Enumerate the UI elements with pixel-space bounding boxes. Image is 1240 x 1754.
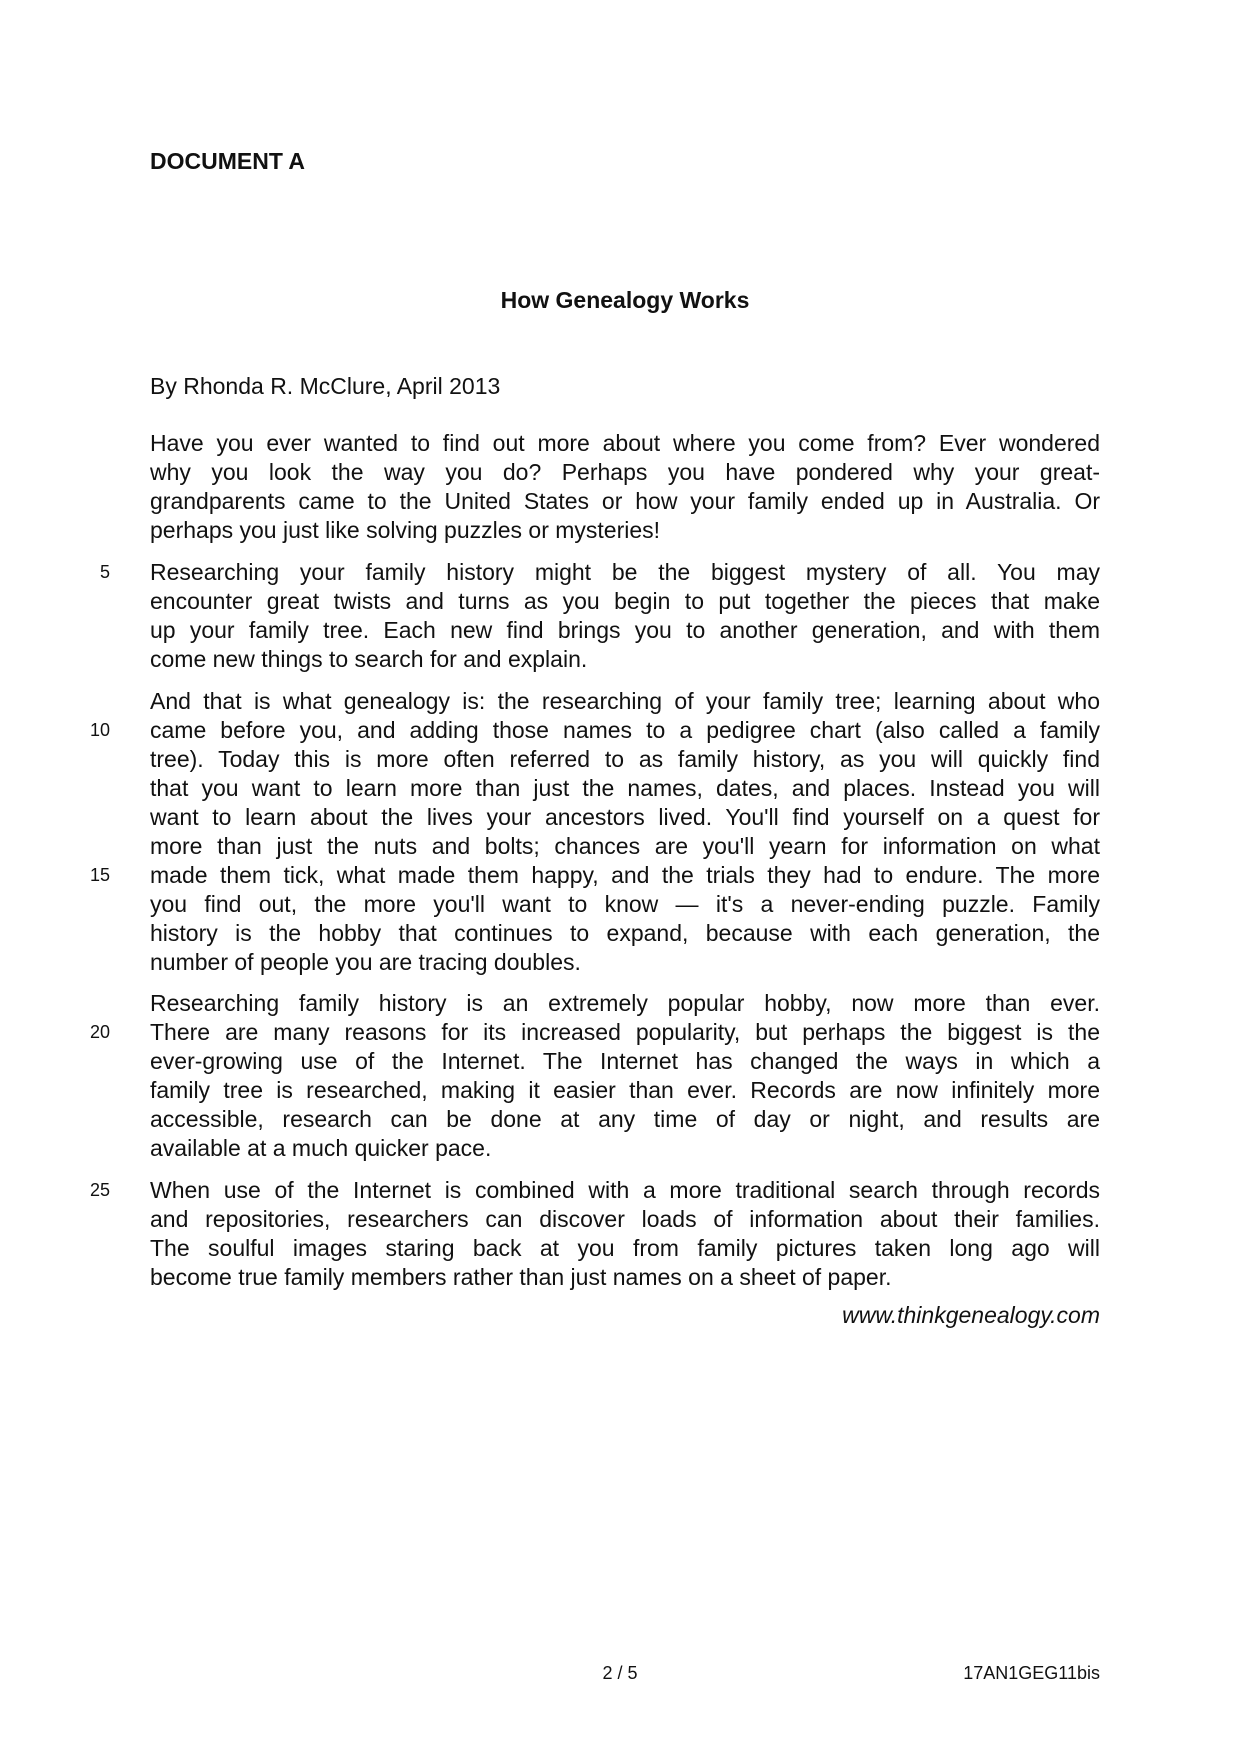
paragraph-4	[150, 989, 1100, 1163]
text-line: The soulful images staring back at you from family pictures taken long ago will	[150, 1235, 1100, 1261]
text-line: history is the hobby that continues to expand, because with each generation, the	[150, 920, 1100, 946]
text-line: perhaps you just like solving puzzles or mysteries!	[150, 517, 661, 543]
article-title: How Genealogy Works	[500, 287, 750, 313]
text-line: Have you ever wanted to find out more about where you come from? Ever wondered	[150, 430, 1100, 456]
text-line: Researching family history is an extremely popular hobby, now more than ever.	[150, 990, 1100, 1016]
text-line: When use of the Internet is combined with a more traditional search through records	[150, 1177, 1100, 1203]
text-line: There are many reasons for its increased popularity, but perhaps the biggest is the	[150, 1019, 1100, 1045]
page-number: 2 / 5	[602, 1663, 638, 1683]
text-line: and repositories, researchers can discover loads of information about their families.	[150, 1206, 1100, 1232]
text-line: more than just the nuts and bolts; chances are you'll yearn for information on what	[150, 833, 1100, 859]
text-line: made them tick, what made them happy, and the trials they had to endure. The more	[150, 862, 1100, 888]
text-line: encounter great twists and turns as you begin to put together the pieces that make	[150, 588, 1100, 614]
text-line: number of people you are tracing doubles.	[150, 949, 581, 975]
document-code: 17AN1GEG11bis	[963, 1663, 1100, 1683]
text-line: family tree is researched, making it easier than ever. Records are now infinitely more	[150, 1077, 1100, 1103]
paragraph-5	[150, 1176, 1100, 1292]
text-line: want to learn about the lives your ancestors lived. You'll find yourself on a quest for	[150, 804, 1100, 830]
paragraph-3	[150, 687, 1100, 977]
text-line: become true family members rather than just names on a sheet of paper.	[150, 1264, 892, 1290]
text-line: came before you, and adding those names to a pedigree chart (also called a family	[150, 717, 1100, 743]
paragraph-1	[150, 429, 1100, 545]
text-line: grandparents came to the United States or how your family ended up in Australia. Or	[150, 488, 1100, 514]
line-number-10: 10	[89, 720, 110, 740]
text-line: you find out, the more you'll want to know — it's a never-ending puzzle. Family	[150, 891, 1100, 917]
text-line: tree). Today this is more often referred to as family history, as you will quickly find	[150, 746, 1100, 772]
text-line: ever-growing use of the Internet. The Internet has changed the ways in which a	[150, 1048, 1100, 1074]
text-line: up your family tree. Each new find brings you to another generation, and with them	[150, 617, 1100, 643]
text-line: that you want to learn more than just the names, dates, and places. Instead you will	[150, 775, 1100, 801]
text-line: Researching your family history might be the biggest mystery of all. You may	[150, 559, 1100, 585]
text-line: accessible, research can be done at any time of day or night, and results are	[150, 1106, 1100, 1132]
text-line: And that is what genealogy is: the researching of your family tree; learning about who	[150, 688, 1100, 714]
text-line: available at a much quicker pace.	[150, 1135, 492, 1161]
source-citation: www.thinkgenealogy.com	[842, 1302, 1100, 1328]
line-number-15: 15	[89, 865, 110, 885]
line-number-5: 5	[99, 562, 110, 582]
byline: By Rhonda R. McClure, April 2013	[150, 373, 501, 399]
line-number-25: 25	[89, 1180, 110, 1200]
line-number-20: 20	[89, 1022, 110, 1042]
paragraph-2	[150, 558, 1100, 674]
document-label: DOCUMENT A	[150, 148, 306, 174]
text-line: why you look the way you do? Perhaps you have pondered why your great-	[150, 459, 1100, 485]
text-line: come new things to search for and explain.	[150, 646, 588, 672]
